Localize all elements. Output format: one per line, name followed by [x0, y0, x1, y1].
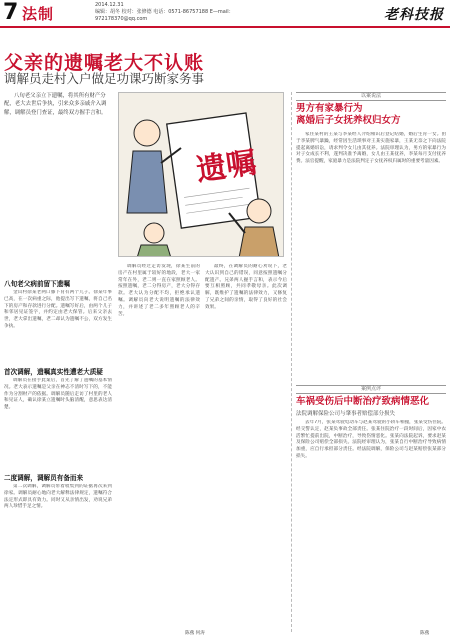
body-column-3 — [205, 264, 287, 624]
sidebar-byline-2: 陈燕 — [420, 631, 430, 636]
sidebar-body-1 — [296, 132, 446, 380]
illustration-caption: 遗嘱 — [194, 145, 259, 189]
section-paragraph-2: 调解员在接手此案后，首先了解了遗嘱的基本情况。老大表示遗嘱是父亲在神志不清时写下的，不能作为分割财产的依据。调解员随后走访了村里的老人和见证人，确认徐某立遗嘱时头脑清醒，意思表达清楚。 — [4, 378, 112, 411]
sidebar-tag-2: 案例点评 — [296, 385, 446, 394]
sidebar-headline-1-line1: 男方有家暴行为 — [296, 103, 363, 114]
body-paragraph-col3: 最终，在调解员的耐心劝说下，老大认识到自己的错误，同意按照遗嘱分配遗产。兄弟两人握手言和，表示今后要互相照顾，共同孝敬母亲。此次调解，既维护了遗嘱的法律效力，又修复了兄弟之间的亲情，取得了良好的社会效果。 — [205, 264, 287, 310]
column-divider — [291, 92, 292, 632]
section-body-3 — [4, 484, 112, 634]
sidebar-headline-2: 车祸受伤后中断治疗致病情恶化 — [296, 396, 430, 407]
subheadline: 调解员走村入户做足功课巧断家务事 — [4, 71, 205, 86]
cartoon-illustration — [118, 92, 284, 257]
cartoon-svg — [119, 93, 284, 257]
body-paragraph-col2: 调解员经过走访发现，徐某生前的房产在村里属于较好的地段，老大一家常年在外，老二则一直在家照顾老人。按照遗嘱，老二分得房产，老大分得存款。老大认为分配不均，拒绝承认遗嘱。调解员向老大说明遗嘱的法律效力，并讲述了老二多年照顾老人的辛苦。 — [118, 264, 200, 317]
sidebar-subhead-2: 法院调解保险公司与肇事者赔偿部分损失 — [296, 411, 396, 417]
sidebar-paragraph-1: 家住某村的王某与李某经人介绍相识后登记结婚，婚后生育一女。由于李某脾气暴躁，经常因生活琐事对王某实施家暴，王某无奈之下向法院提起离婚诉讼，请求判令女儿由其抚养。法院审理认为，男方的家暴行为对子女成长不利，遂判决准予离婚，女儿由王某抚养，李某每月支付抚养费。法官提醒，家庭暴力是法院判定子女抚养权归属时的重要考量因素。 — [296, 132, 446, 165]
page-number: 7 — [3, 0, 19, 25]
email: E—mail：972178370@qq.com — [95, 9, 234, 22]
sidebar-headline-1-line2: 离婚后子女抚养权归女方 — [296, 115, 401, 126]
sidebar-tag-1: 以案说法 — [296, 92, 446, 101]
sidebar-headline-1 — [296, 103, 446, 127]
sidebar-paragraph-2: 去年7月，张某驾驶电动车与赵某驾驶的小轿车相撞，张某受伤住院。经交警认定，赵某负事故全部责任。张某住院治疗一段时间后，因家中农活繁忙提前出院，中断治疗，导致伤情恶化。张某向法院起诉，要求赵某及保险公司赔偿全部损失。法院经审理认为，张某自行中断治疗导致病情加重，应自行承担部分责任。经法院调解，保险公司与赵某赔偿张某部分损失。 — [296, 420, 446, 459]
masthead-meta — [95, 2, 255, 23]
section-body-1 — [4, 290, 112, 358]
masthead — [0, 0, 450, 28]
headline: 父亲的遗嘱老大不认账 — [4, 52, 205, 74]
section-title-1: 八旬老父病前留下遗嘱 — [4, 280, 70, 288]
article-byline: 陈燕 何涛 — [185, 631, 205, 636]
section-paragraph-3: 第二次调解，调解员带着收集到的证据再次来到徐家。调解员耐心地向老大解释法律规定，遗嘱符合法定形式即具有效力。同时又从亲情出发，劝说兄弟两人珍惜手足之情。 — [4, 484, 112, 510]
body-column-2 — [118, 264, 200, 630]
sidebar-body-2 — [296, 420, 446, 625]
issue-date: 2014.12.31 — [95, 2, 124, 8]
phone: 电话：0571-86757188 — [153, 9, 209, 15]
section-title-2: 首次调解，遗嘱真实性遭老大质疑 — [4, 368, 103, 376]
lead-paragraph: 八旬老父亲立下遗嘱，将其所有财产分配，老大去世后争执，引来众多亲戚介入调解，调解员登门查证，最终双方握手言和。 — [4, 93, 107, 116]
paper-logo: 老科技报 — [384, 7, 444, 23]
section-title-3: 二度调解，调解员有备而来 — [4, 474, 84, 482]
section-paragraph-1: 金山村徐某老两口膝下育有两个儿子。徐某年事已高，在一次病重之际，他提出写下遗嘱，将自己名下的房产和存款进行分配。遗嘱写好后，由两个儿子和邻居见证签字，并约定由老大保管。后来父亲去世，老大拿出遗嘱，老二却认为遗嘱不公，双方发生争执。 — [4, 290, 112, 329]
section-name: 法制 — [22, 5, 55, 23]
editor-line: 编辑：胡冬 校对：张修德 — [95, 9, 152, 15]
section-body-2 — [4, 378, 112, 463]
lead-box — [4, 92, 112, 258]
